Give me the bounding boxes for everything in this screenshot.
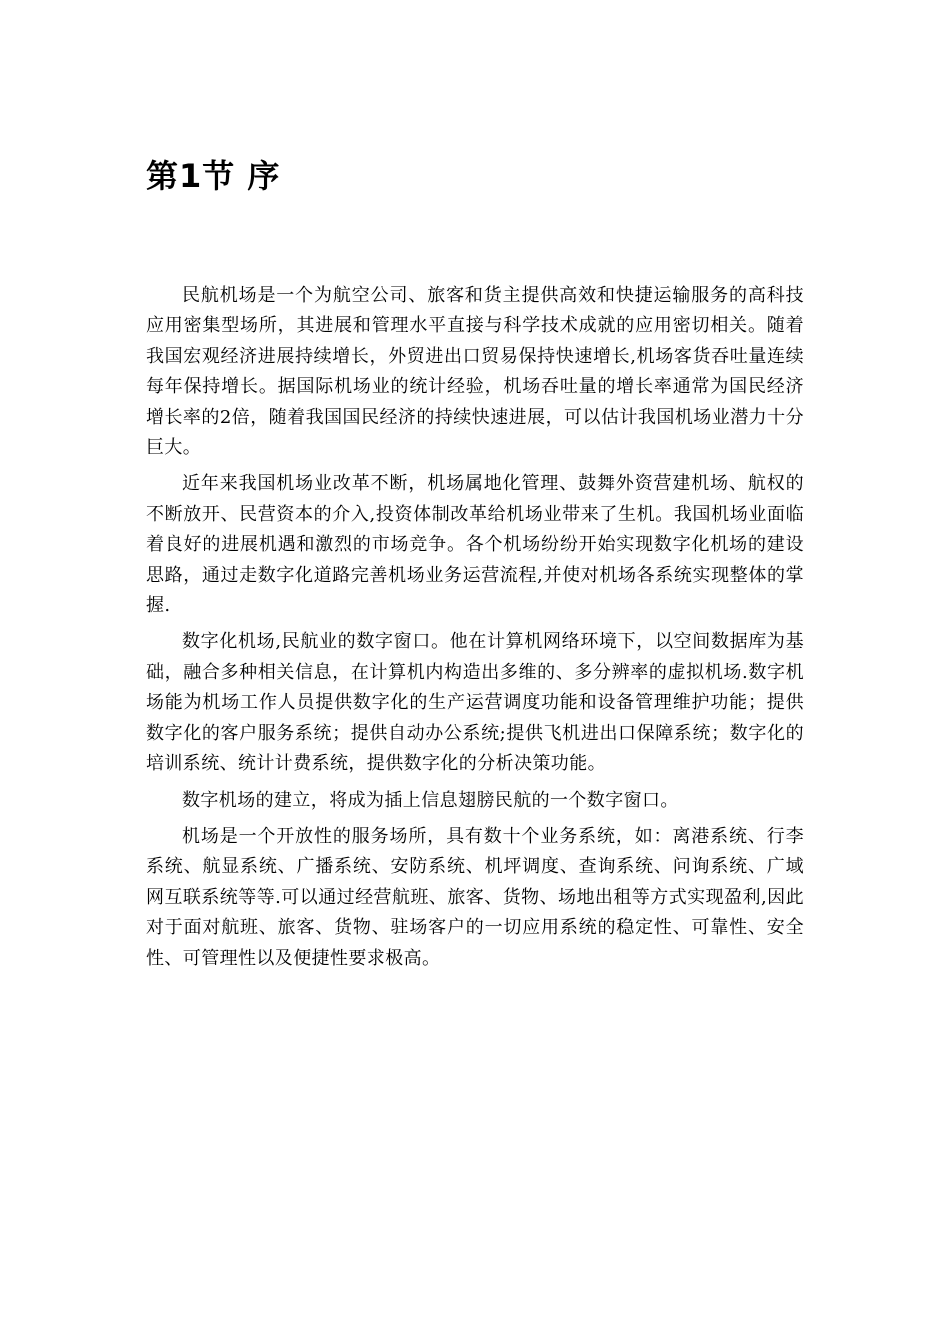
paragraph-digital-window: 数字机场的建立，将成为插上信息翅膀民航的一个数字窗口。 xyxy=(182,789,679,811)
section-title: 第1节 序 xyxy=(146,157,281,195)
paragraph-business-systems: 机场是一个开放性的服务场所，具有数十个业务系统，如：离港系统、行李系统、航显系统、广播系统、安防系统、机坪调度、查询系统、问询系统、广域网互联系统等等.可以通过经营航班、旅客、货物、场地出租等方式实现盈利,因此对于面对航班、旅客、货物、驻场客户的一切应用系统的稳定性、可靠性、安全性、可管理性以及便捷性要求极高。 xyxy=(146,825,804,969)
paragraph-digital-airport: 数字化机场,民航业的数字窗口。他在计算机网络环境下，以空间数据库为基础，融合多种相关信息，在计算机内构造出多维的、多分辨率的虚拟机场.数字机场能为机场工作人员提供数字化的生产运营调度功能和设备管理维护功能；提供数字化的客户服务系统；提供自动办公系统;提供飞机进出口保障系统；数字化的培训系统、统计计费系统，提供数字化的分析决策功能。 xyxy=(146,631,804,775)
paragraph-industry-reform: 近年来我国机场业改革不断，机场属地化管理、鼓舞外资营建机场、航权的不断放开、民营资本的介入,投资体制改革给机场业带来了生机。我国机场业面临着良好的进展机遇和激烈的市场竞争。各个机场纷纷开始实现数字化机场的建设思路，通过走数字化道路完善机场业务运营流程,并使对机场各系统实现整体的掌握. xyxy=(146,473,804,617)
body-text xyxy=(146,281,804,980)
paragraph-airport-overview: 民航机场是一个为航空公司、旅客和货主提供高效和快捷运输服务的高科技应用密集型场所，其进展和管理水平直接与科学技术成就的应用密切相关。随着我国宏观经济进展持续增长，外贸进出口贸易保持快速增长,机场客货吞吐量连续每年保持增长。据国际机场业的统计经验，机场吞吐量的增长率通常为国民经济增长率的2倍，随着我国国民经济的持续快速进展，可以估计我国机场业潜力十分巨大。 xyxy=(146,285,804,459)
